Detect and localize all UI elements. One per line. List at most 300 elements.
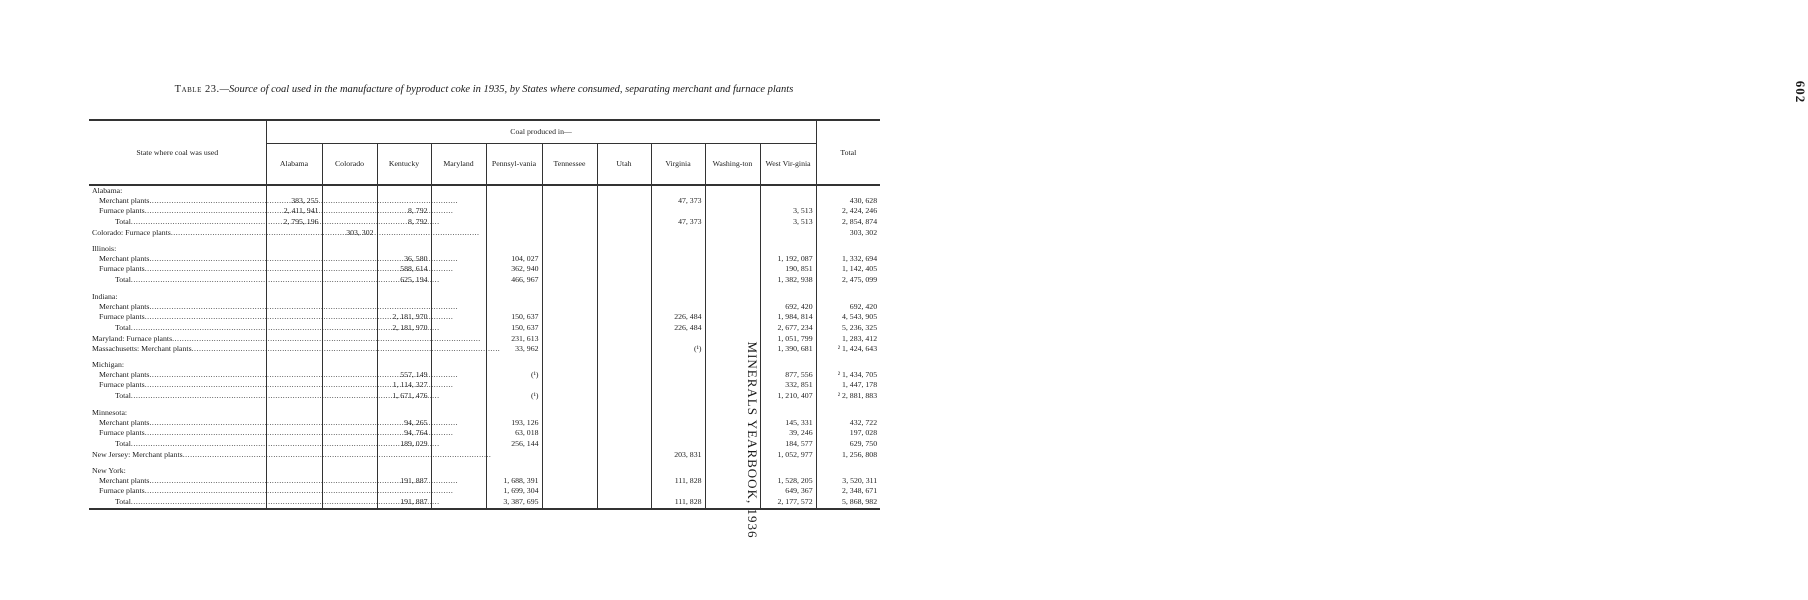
value-cell xyxy=(542,438,597,450)
value-cell: 47, 373 xyxy=(651,196,705,206)
value-cell xyxy=(705,264,760,274)
value-cell xyxy=(651,274,705,286)
value-cell: 226, 484 xyxy=(651,312,705,322)
value-cell: 557, 149 xyxy=(377,370,431,380)
value-cell xyxy=(542,390,597,402)
value-cell xyxy=(760,360,816,370)
stub-header: State where coal was used xyxy=(89,120,266,185)
value-cell xyxy=(542,496,597,509)
value-cell xyxy=(542,466,597,476)
value-cell: 2, 411, 941 xyxy=(266,206,322,216)
value-cell xyxy=(760,196,816,206)
value-cell xyxy=(597,344,651,354)
value-cell xyxy=(486,450,542,460)
value-cell xyxy=(705,438,760,450)
row-label-text: Total xyxy=(115,217,131,226)
table-row xyxy=(89,302,880,312)
table-row xyxy=(89,228,880,238)
value-cell: 1, 256, 808 xyxy=(816,450,880,460)
value-cell: ² 2, 881, 883 xyxy=(816,390,880,402)
value-cell: 145, 331 xyxy=(760,418,816,428)
value-cell xyxy=(705,196,760,206)
value-cell: 150, 637 xyxy=(486,322,542,334)
value-cell: 692, 420 xyxy=(760,302,816,312)
value-cell xyxy=(597,206,651,216)
row-label xyxy=(89,228,266,238)
value-cell xyxy=(705,292,760,302)
value-cell: 1, 052, 977 xyxy=(760,450,816,460)
value-cell xyxy=(542,476,597,486)
column-header: West Vir-ginia xyxy=(760,144,816,186)
value-cell xyxy=(377,185,431,196)
value-cell xyxy=(486,206,542,216)
value-cell xyxy=(431,360,486,370)
value-cell: 2, 177, 572 xyxy=(760,496,816,509)
value-cell xyxy=(705,185,760,196)
value-cell: 3, 513 xyxy=(760,206,816,216)
column-header: Virginia xyxy=(651,144,705,186)
row-label-text: Furnace plants xyxy=(99,486,145,495)
value-cell: 1, 114, 327 xyxy=(377,380,431,390)
running-title: MINERALS YEARBOOK, 1936 xyxy=(745,341,760,539)
value-cell xyxy=(705,274,760,286)
value-cell xyxy=(705,302,760,312)
value-cell xyxy=(597,244,651,254)
value-cell xyxy=(431,292,486,302)
row-label-text: Furnace plants xyxy=(99,312,145,321)
value-cell xyxy=(705,418,760,428)
value-cell xyxy=(266,360,322,370)
value-cell: 1, 688, 391 xyxy=(486,476,542,486)
page-number: 602 xyxy=(1793,80,1808,104)
value-cell xyxy=(542,292,597,302)
value-cell xyxy=(705,496,760,509)
value-cell xyxy=(542,380,597,390)
page-margin xyxy=(895,0,1808,600)
value-cell: 3, 387, 695 xyxy=(486,496,542,509)
value-cell xyxy=(542,360,597,370)
value-cell xyxy=(597,380,651,390)
value-cell xyxy=(542,334,597,344)
table-row xyxy=(89,408,880,418)
row-label-text: Furnace plants xyxy=(99,380,145,389)
value-cell xyxy=(266,244,322,254)
value-cell: 2, 181, 970 xyxy=(377,312,431,322)
value-cell xyxy=(705,360,760,370)
value-cell xyxy=(431,408,486,418)
row-label xyxy=(89,322,266,334)
value-cell xyxy=(266,408,322,418)
value-cell: 2, 795, 196 xyxy=(266,216,322,228)
value-cell: 2, 348, 671 xyxy=(816,486,880,496)
value-cell xyxy=(760,292,816,302)
table-row xyxy=(89,274,880,286)
value-cell xyxy=(542,244,597,254)
value-cell xyxy=(542,486,597,496)
leader-dots xyxy=(171,228,480,237)
value-cell: 2, 475, 099 xyxy=(816,274,880,286)
value-cell: 8, 792 xyxy=(377,216,431,228)
value-cell: 104, 027 xyxy=(486,254,542,264)
value-cell xyxy=(486,244,542,254)
row-label xyxy=(89,312,266,322)
value-cell xyxy=(597,292,651,302)
value-cell xyxy=(597,185,651,196)
value-cell: 588, 614 xyxy=(377,264,431,274)
row-label-text: Maryland: Furnace plants xyxy=(92,334,173,343)
value-cell: 383, 255 xyxy=(266,196,322,206)
table-row xyxy=(89,334,880,344)
value-cell xyxy=(597,390,651,402)
row-label-text: Total xyxy=(115,497,131,506)
value-cell xyxy=(705,428,760,438)
value-cell: 1, 984, 814 xyxy=(760,312,816,322)
value-cell xyxy=(542,370,597,380)
table-row xyxy=(89,466,880,476)
value-cell: 1, 142, 405 xyxy=(816,264,880,274)
table-row xyxy=(89,418,880,428)
value-cell xyxy=(705,450,760,460)
table-row xyxy=(89,370,880,380)
value-cell xyxy=(597,264,651,274)
value-cell xyxy=(651,360,705,370)
value-cell: 184, 577 xyxy=(760,438,816,450)
value-cell xyxy=(597,274,651,286)
value-cell xyxy=(651,254,705,264)
value-cell xyxy=(377,360,431,370)
value-cell xyxy=(542,418,597,428)
value-cell xyxy=(486,228,542,238)
value-cell xyxy=(486,185,542,196)
row-label-text: Colorado: Furnace plants xyxy=(92,228,171,237)
value-cell xyxy=(597,216,651,228)
column-header: Tennessee xyxy=(542,144,597,186)
value-cell xyxy=(705,216,760,228)
table-row xyxy=(89,390,880,402)
row-label-text: Merchant plants xyxy=(99,302,150,311)
row-label xyxy=(89,380,266,390)
value-cell xyxy=(597,450,651,460)
value-cell xyxy=(377,466,431,476)
value-cell xyxy=(322,408,377,418)
value-cell: 1, 332, 694 xyxy=(816,254,880,264)
value-cell xyxy=(651,302,705,312)
value-cell: 5, 868, 982 xyxy=(816,496,880,509)
row-label-text: Alabama: xyxy=(92,186,123,195)
value-cell: 629, 750 xyxy=(816,438,880,450)
value-cell xyxy=(377,244,431,254)
row-label-text: Furnace plants xyxy=(99,264,145,273)
value-cell: 231, 613 xyxy=(486,334,542,344)
value-cell: 111, 828 xyxy=(651,496,705,509)
table-row xyxy=(89,428,880,438)
value-cell xyxy=(597,370,651,380)
value-cell xyxy=(651,466,705,476)
value-cell: 1, 447, 178 xyxy=(816,380,880,390)
table-caption xyxy=(88,84,880,96)
value-cell xyxy=(651,264,705,274)
value-cell: 2, 181, 970 xyxy=(377,322,431,334)
group-header: Coal produced in— xyxy=(266,120,816,144)
row-label xyxy=(89,476,266,486)
value-cell xyxy=(486,292,542,302)
value-cell: 692, 420 xyxy=(816,302,880,312)
column-header: Pennsyl-vania xyxy=(486,144,542,186)
value-cell xyxy=(651,292,705,302)
value-cell xyxy=(597,418,651,428)
coal-source-table xyxy=(89,119,880,510)
value-cell xyxy=(705,344,760,354)
row-label xyxy=(89,370,266,380)
row-label xyxy=(89,264,266,274)
row-label-text: Michigan: xyxy=(92,360,125,369)
value-cell xyxy=(705,476,760,486)
row-label xyxy=(89,466,266,476)
table-row xyxy=(89,254,880,264)
value-cell: 1, 051, 799 xyxy=(760,334,816,344)
value-cell: (¹) xyxy=(486,390,542,402)
row-label xyxy=(89,360,266,370)
row-label-text: Merchant plants xyxy=(99,418,150,427)
value-cell: 8, 792 xyxy=(377,206,431,216)
table-row xyxy=(89,322,880,334)
table-row xyxy=(89,216,880,228)
table-row xyxy=(89,264,880,274)
value-cell xyxy=(322,185,377,196)
value-cell xyxy=(322,360,377,370)
value-cell: 3, 513 xyxy=(760,216,816,228)
row-label xyxy=(89,450,266,460)
value-cell xyxy=(542,206,597,216)
value-cell xyxy=(542,228,597,238)
value-cell xyxy=(705,254,760,264)
table-body xyxy=(89,185,880,509)
value-cell xyxy=(705,466,760,476)
value-cell: 256, 144 xyxy=(486,438,542,450)
table-row xyxy=(89,438,880,450)
value-cell xyxy=(816,466,880,476)
value-cell xyxy=(431,244,486,254)
value-cell xyxy=(542,264,597,274)
row-label-text: Minnesota: xyxy=(92,408,128,417)
value-cell: 191, 887 xyxy=(377,496,431,509)
value-cell xyxy=(651,228,705,238)
value-cell xyxy=(597,496,651,509)
table-number: Table 23. xyxy=(174,84,220,95)
value-cell xyxy=(705,322,760,334)
row-label xyxy=(89,428,266,438)
row-label-text: Merchant plants xyxy=(99,196,150,205)
value-cell: 4, 543, 905 xyxy=(816,312,880,322)
value-cell: 3, 520, 311 xyxy=(816,476,880,486)
table-row xyxy=(89,450,880,460)
value-cell xyxy=(486,360,542,370)
row-label xyxy=(89,408,266,418)
value-cell xyxy=(816,244,880,254)
value-cell: 2, 677, 234 xyxy=(760,322,816,334)
row-label-text: Total xyxy=(115,275,131,284)
value-cell xyxy=(651,418,705,428)
value-cell: ² 1, 424, 643 xyxy=(816,344,880,354)
value-cell: 1, 528, 205 xyxy=(760,476,816,486)
value-cell xyxy=(597,228,651,238)
value-cell: 1, 382, 938 xyxy=(760,274,816,286)
value-cell xyxy=(760,185,816,196)
table-row xyxy=(89,185,880,196)
value-cell xyxy=(486,196,542,206)
value-cell xyxy=(651,244,705,254)
value-cell xyxy=(651,390,705,402)
value-cell xyxy=(597,360,651,370)
value-cell xyxy=(542,302,597,312)
row-label xyxy=(89,196,266,206)
value-cell: 36, 580 xyxy=(377,254,431,264)
value-cell: (¹) xyxy=(486,370,542,380)
value-cell xyxy=(431,466,486,476)
value-cell: 877, 556 xyxy=(760,370,816,380)
value-cell xyxy=(597,486,651,496)
value-cell: 94, 764 xyxy=(377,428,431,438)
value-cell xyxy=(597,302,651,312)
row-label xyxy=(89,274,266,286)
value-cell: 649, 367 xyxy=(760,486,816,496)
row-label-text: Merchant plants xyxy=(99,370,150,379)
value-cell xyxy=(816,408,880,418)
value-cell: 47, 373 xyxy=(651,216,705,228)
row-label xyxy=(89,254,266,264)
value-cell xyxy=(651,206,705,216)
value-cell xyxy=(651,438,705,450)
value-cell xyxy=(266,292,322,302)
value-cell xyxy=(816,360,880,370)
row-label xyxy=(89,496,266,509)
value-cell: 466, 967 xyxy=(486,274,542,286)
value-cell: 193, 126 xyxy=(486,418,542,428)
value-cell: 39, 246 xyxy=(760,428,816,438)
value-cell xyxy=(651,486,705,496)
row-label-text: Total xyxy=(115,391,131,400)
value-cell xyxy=(705,244,760,254)
value-cell xyxy=(651,370,705,380)
value-cell xyxy=(597,334,651,344)
value-cell xyxy=(816,292,880,302)
value-cell xyxy=(816,185,880,196)
leader-dots xyxy=(145,486,454,495)
value-cell: 150, 637 xyxy=(486,312,542,322)
row-label-text: Total xyxy=(115,323,131,332)
value-cell: 203, 831 xyxy=(651,450,705,460)
value-cell xyxy=(322,244,377,254)
value-cell: 189, 029 xyxy=(377,438,431,450)
value-cell: 1, 192, 087 xyxy=(760,254,816,264)
value-cell xyxy=(705,380,760,390)
leader-dots xyxy=(131,439,440,448)
value-cell xyxy=(542,196,597,206)
row-label-text: New Jersey: Merchant plants xyxy=(92,450,183,459)
value-cell xyxy=(651,334,705,344)
row-label xyxy=(89,244,266,254)
value-cell xyxy=(542,322,597,334)
value-cell xyxy=(542,344,597,354)
value-cell xyxy=(431,185,486,196)
value-cell xyxy=(542,216,597,228)
value-cell xyxy=(651,380,705,390)
value-cell: 191, 887 xyxy=(377,476,431,486)
value-cell xyxy=(760,408,816,418)
value-cell xyxy=(705,370,760,380)
value-cell: 1, 390, 681 xyxy=(760,344,816,354)
value-cell: 432, 722 xyxy=(816,418,880,428)
table-row xyxy=(89,312,880,322)
value-cell xyxy=(705,486,760,496)
value-cell xyxy=(705,334,760,344)
value-cell xyxy=(651,408,705,418)
leader-dots xyxy=(131,275,440,284)
value-cell xyxy=(542,185,597,196)
value-cell: 63, 018 xyxy=(486,428,542,438)
row-label xyxy=(89,334,266,344)
value-cell: 332, 851 xyxy=(760,380,816,390)
table-row xyxy=(89,244,880,254)
row-label xyxy=(89,292,266,302)
value-cell xyxy=(542,254,597,264)
row-label xyxy=(89,216,266,228)
value-cell: (¹) xyxy=(651,344,705,354)
leader-dots xyxy=(172,334,481,343)
row-label xyxy=(89,438,266,450)
value-cell xyxy=(651,428,705,438)
leader-dots xyxy=(131,497,440,506)
table-row xyxy=(89,486,880,496)
value-cell xyxy=(597,254,651,264)
value-cell: 5, 236, 325 xyxy=(816,322,880,334)
column-header: Utah xyxy=(597,144,651,186)
value-cell xyxy=(705,390,760,402)
row-label-text: New York: xyxy=(92,466,126,475)
value-cell: 1, 699, 304 xyxy=(486,486,542,496)
row-label xyxy=(89,486,266,496)
row-label-text: Illinois: xyxy=(92,244,117,253)
row-label-text: Merchant plants xyxy=(99,476,150,485)
column-header: Kentucky xyxy=(377,144,431,186)
value-cell xyxy=(542,274,597,286)
row-label xyxy=(89,418,266,428)
value-cell xyxy=(705,206,760,216)
value-cell xyxy=(377,292,431,302)
table-row xyxy=(89,344,880,354)
value-cell: 33, 962 xyxy=(486,344,542,354)
table-row xyxy=(89,496,880,509)
value-cell xyxy=(486,302,542,312)
row-label xyxy=(89,344,266,354)
row-label-text: Total xyxy=(115,439,131,448)
value-cell xyxy=(322,292,377,302)
value-cell: 1, 283, 412 xyxy=(816,334,880,344)
value-cell xyxy=(597,466,651,476)
value-cell xyxy=(760,244,816,254)
value-cell xyxy=(651,185,705,196)
value-cell xyxy=(597,196,651,206)
value-cell: 2, 854, 874 xyxy=(816,216,880,228)
value-cell: 111, 828 xyxy=(651,476,705,486)
table-row xyxy=(89,380,880,390)
column-header: Washing-ton xyxy=(705,144,760,186)
value-cell: 190, 851 xyxy=(760,264,816,274)
row-label xyxy=(89,390,266,402)
table-row xyxy=(89,292,880,302)
column-header: Maryland xyxy=(431,144,486,186)
value-cell xyxy=(597,438,651,450)
